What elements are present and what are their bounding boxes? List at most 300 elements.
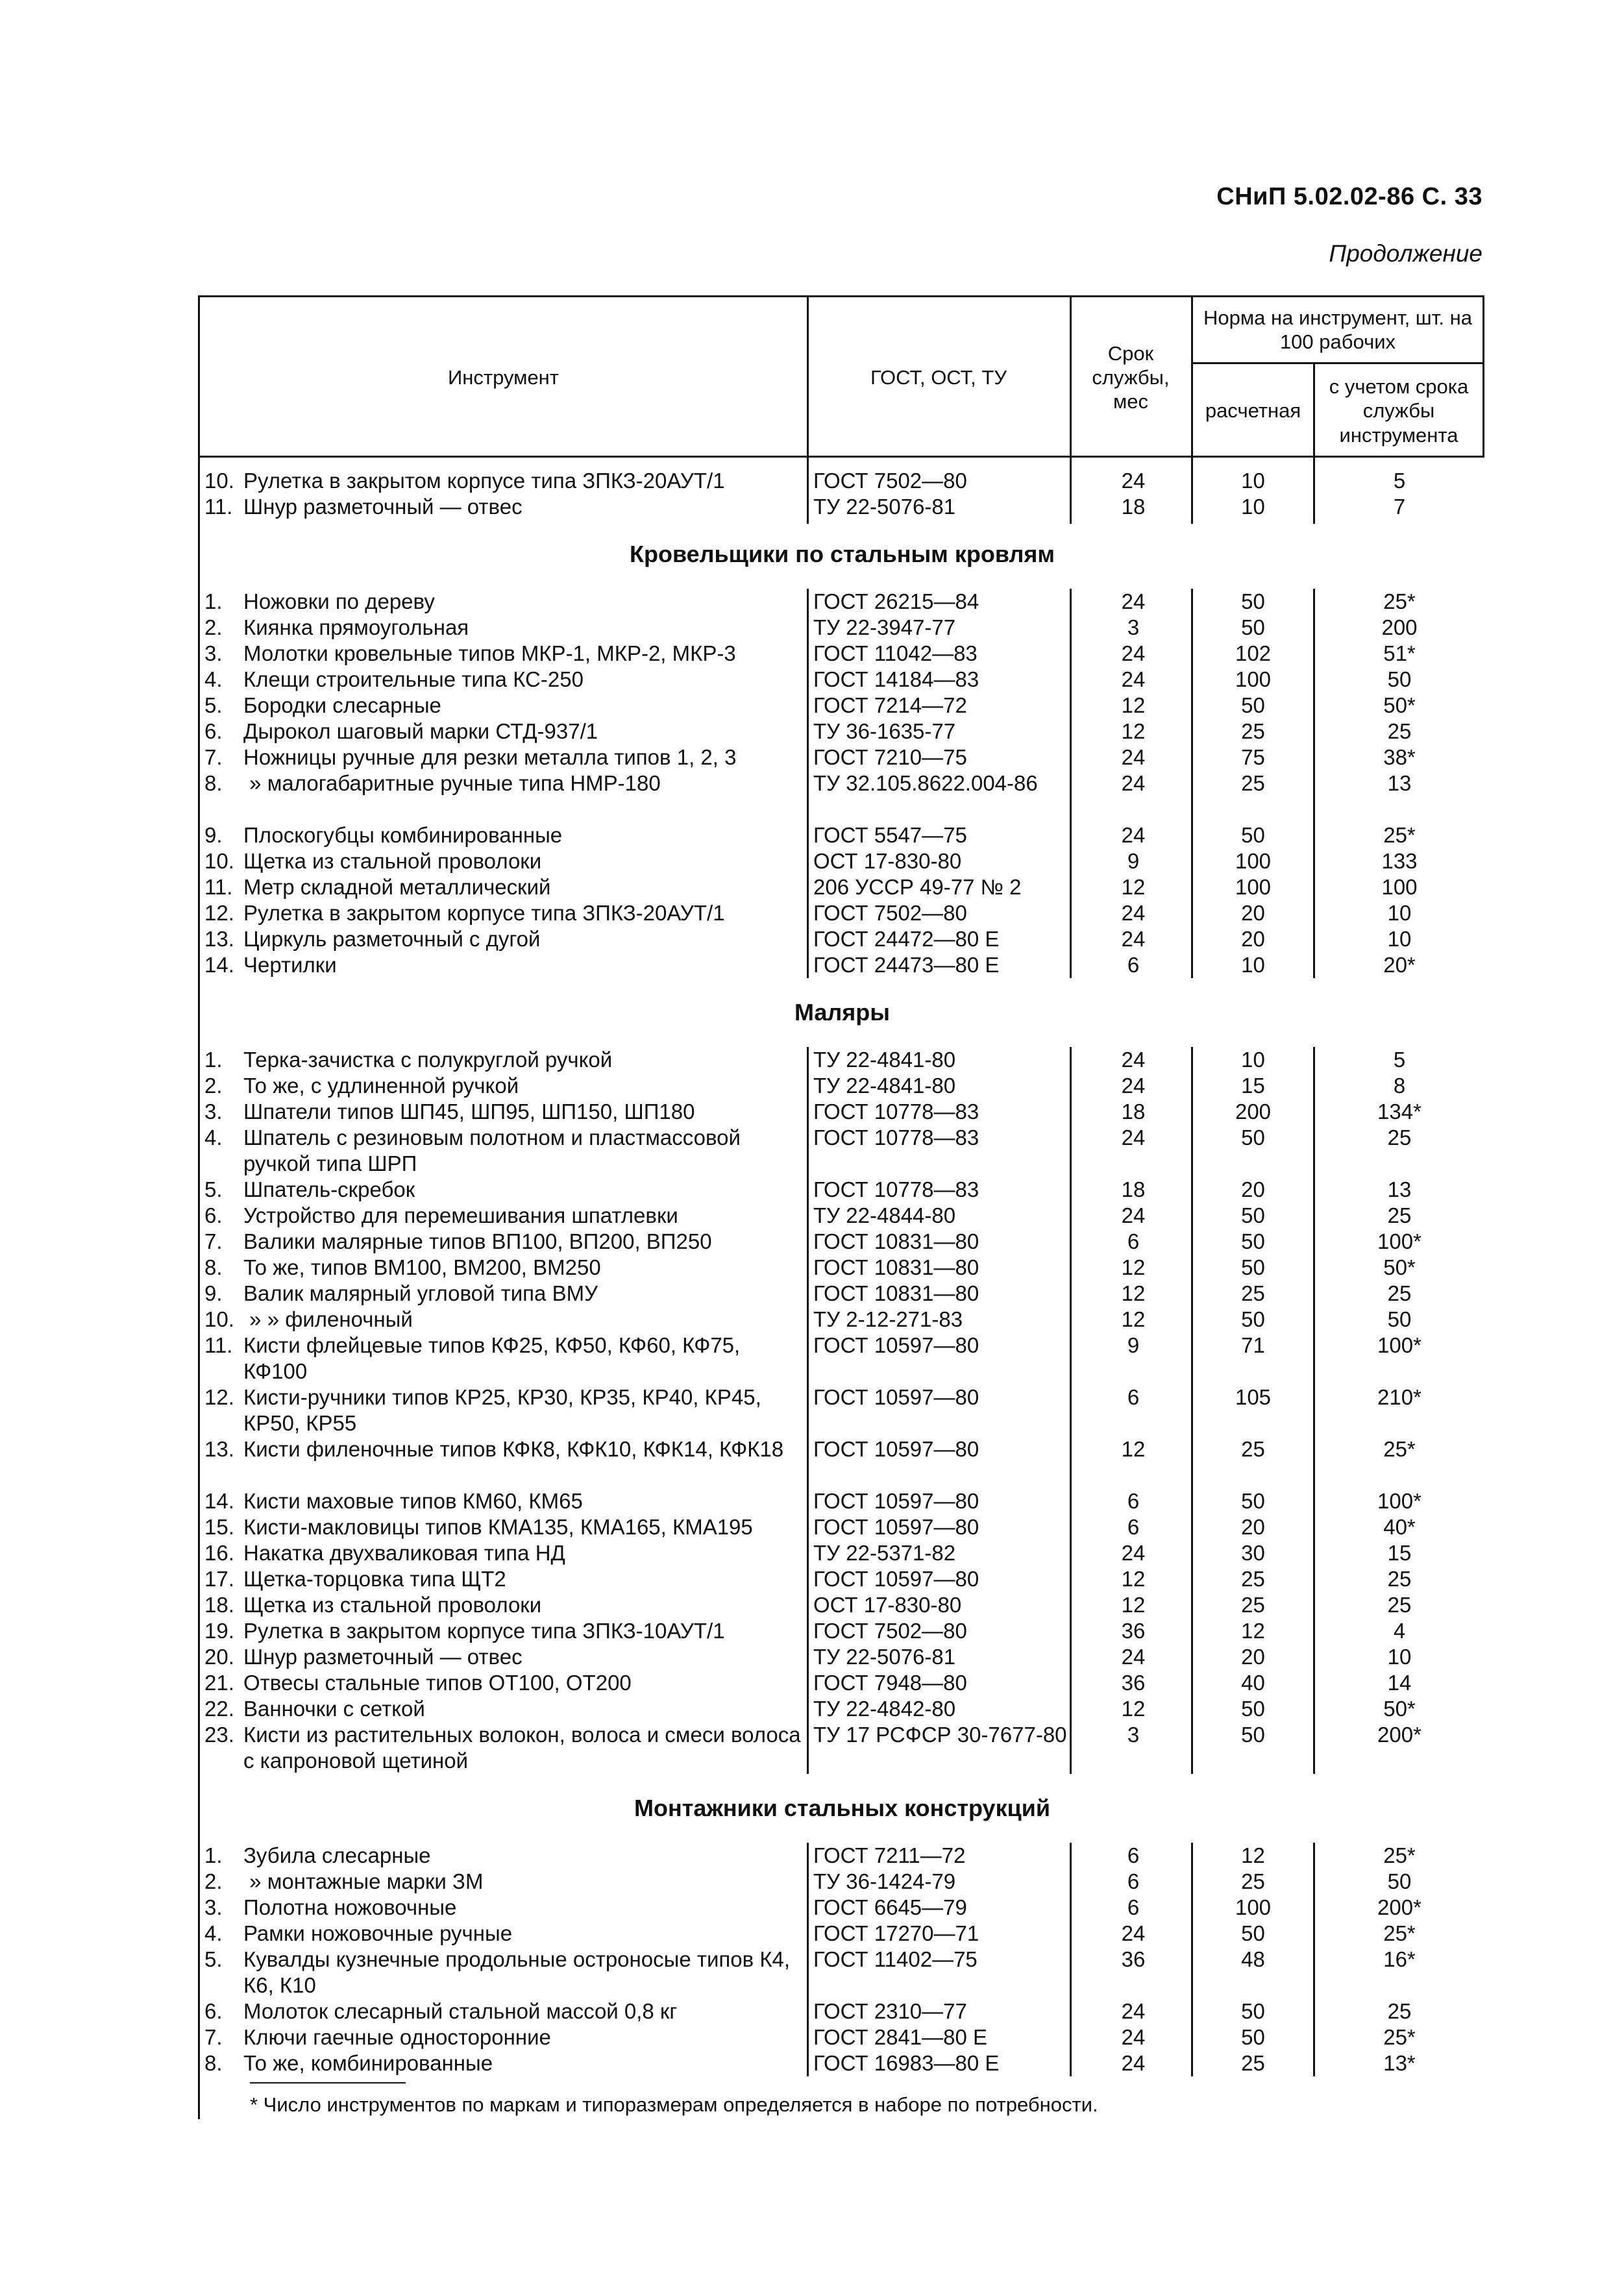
service-life-cell: 18 — [1121, 1177, 1146, 1201]
tool-name: 4. Рамки ножовочные ручные — [204, 1921, 513, 1945]
table-row — [200, 1947, 1484, 1998]
service-life-cell: 24 — [1121, 2051, 1146, 2075]
table-row — [200, 822, 1484, 848]
table-row — [200, 1203, 1484, 1229]
standard-cell: ГОСТ 7502—80 — [813, 901, 967, 925]
norm-calc-cell: 50 — [1241, 693, 1265, 717]
row-number: 9. — [204, 1281, 223, 1305]
table-row — [200, 468, 1484, 494]
row-number: 3. — [204, 641, 223, 665]
service-life-cell: 12 — [1121, 1281, 1146, 1305]
norm-adjusted-cell: 134* — [1377, 1100, 1421, 1124]
standard-cell: ТУ 22-5076-81 — [813, 1645, 956, 1669]
norm-calc-cell: 50 — [1241, 1125, 1265, 1149]
table-row — [200, 641, 1484, 667]
service-life-cell: 12 — [1121, 719, 1146, 743]
norm-adjusted-cell: 10 — [1387, 927, 1412, 951]
table-row — [200, 1843, 1484, 1869]
service-life-cell: 12 — [1121, 1593, 1146, 1617]
standard-cell: ГОСТ 7214—72 — [813, 693, 967, 717]
table-row — [200, 1333, 1484, 1384]
norm-adjusted-cell: 100* — [1377, 1229, 1421, 1253]
standard-cell: ГОСТ 10597—80 — [813, 1567, 979, 1591]
norm-adjusted-cell: 50 — [1387, 667, 1412, 691]
norm-calc-cell: 50 — [1241, 615, 1265, 639]
table-row — [200, 1644, 1484, 1670]
standard-cell: ГОСТ 7211—72 — [813, 1843, 966, 1867]
standard-cell: ГОСТ 11402—75 — [813, 1947, 978, 1971]
header-standard: ГОСТ, ОСТ, ТУ — [870, 365, 1007, 389]
norm-calc-cell: 10 — [1241, 1048, 1265, 1072]
norm-calc-cell: 40 — [1241, 1671, 1265, 1695]
tool-name: 5. Шпатель-скребок — [204, 1177, 415, 1201]
standard-cell: ТУ 22-4842-80 — [813, 1697, 956, 1721]
norm-calc-cell: 50 — [1241, 1203, 1265, 1227]
norm-adjusted-cell: 25 — [1387, 1999, 1412, 2023]
norm-calc-cell: 71 — [1241, 1333, 1265, 1357]
service-life-cell: 24 — [1121, 823, 1146, 847]
service-life-cell: 24 — [1121, 641, 1146, 665]
norm-calc-cell: 25 — [1241, 1869, 1265, 1893]
row-number: 16. — [204, 1541, 234, 1565]
row-number: 4. — [204, 667, 223, 691]
service-life-cell: 12 — [1121, 1255, 1146, 1279]
row-number: 3. — [204, 1895, 223, 1919]
tool-name: 1. Ножовки по дереву — [204, 589, 435, 613]
norm-adjusted-cell: 4 — [1393, 1619, 1406, 1643]
row-number: 5. — [204, 1177, 223, 1201]
tools-table — [198, 295, 1483, 2119]
norm-adjusted-cell: 40* — [1383, 1515, 1416, 1539]
tool-name: 10. » » филеночный — [204, 1307, 413, 1331]
service-life-cell: 6 — [1127, 1229, 1140, 1253]
table-row — [200, 1869, 1484, 1895]
tool-name: 19. Рулетка в закрытом корпусе типа ЗПКЗ-10АУТ/1 — [204, 1619, 725, 1643]
norm-adjusted-cell: 25 — [1387, 719, 1412, 743]
standard-cell: ТУ 22-4844-80 — [813, 1203, 956, 1227]
row-number: 2. — [204, 1074, 223, 1098]
service-life-cell: 24 — [1121, 2025, 1146, 2049]
row-number: 7. — [204, 745, 223, 769]
service-life-cell: 24 — [1121, 1125, 1146, 1149]
norm-adjusted-cell: 50* — [1383, 693, 1416, 717]
tool-name: 12. Рулетка в закрытом корпусе типа ЗПКЗ-20АУТ/1 — [204, 901, 725, 925]
norm-calc-cell: 25 — [1241, 1437, 1265, 1461]
service-life-cell: 36 — [1121, 1947, 1146, 1971]
service-life-cell: 6 — [1127, 953, 1140, 977]
table-row — [200, 1099, 1484, 1125]
norm-calc-cell: 25 — [1241, 771, 1265, 795]
row-number: 11. — [204, 495, 233, 519]
norm-adjusted-cell: 50* — [1383, 1255, 1416, 1279]
norm-calc-cell: 75 — [1241, 745, 1265, 769]
table-row — [200, 1514, 1484, 1540]
tool-name: 14. Чертилки — [204, 953, 337, 977]
row-number: 6. — [204, 1203, 223, 1227]
norm-adjusted-cell: 25 — [1387, 1593, 1412, 1617]
row-number: 8. — [204, 771, 223, 795]
norm-calc-cell: 100 — [1235, 849, 1272, 873]
norm-calc-cell: 12 — [1241, 1619, 1265, 1643]
service-life-cell: 24 — [1121, 667, 1146, 691]
service-life-cell: 6 — [1127, 1895, 1140, 1919]
norm-adjusted-cell: 10 — [1387, 1645, 1412, 1669]
norm-adjusted-cell: 100 — [1381, 875, 1418, 899]
tool-name: 18. Щетка из стальной проволоки — [204, 1593, 542, 1617]
tool-name: 16. Накатка двухваликовая типа НД — [204, 1541, 565, 1565]
norm-calc-cell: 100 — [1235, 667, 1272, 691]
tool-name: 2. Киянка прямоугольная — [204, 615, 469, 639]
standard-cell: ТУ 17 РСФСР 30-7677-80 — [813, 1723, 1067, 1747]
row-number: 1. — [204, 1048, 223, 1072]
row-number: 1. — [204, 1843, 223, 1867]
tool-name: 10. Рулетка в закрытом корпусе типа ЗПКЗ-20АУТ/1 — [204, 469, 725, 493]
service-life-cell: 6 — [1127, 1385, 1140, 1409]
table-row — [200, 667, 1484, 693]
tool-name: 23. Кисти из растительных волокон, волоса и смеси волоса с капроновой щетиной — [204, 1723, 801, 1773]
standard-cell: ГОСТ 5547—75 — [813, 823, 967, 847]
norm-adjusted-cell: 13* — [1383, 2051, 1416, 2075]
tool-name: 11. Метр складной металлический — [204, 875, 551, 899]
norm-calc-cell: 25 — [1241, 2051, 1265, 2075]
service-life-cell: 24 — [1121, 927, 1146, 951]
footnote-rule — [250, 2082, 406, 2083]
standard-cell: ГОСТ 7502—80 — [813, 469, 967, 493]
tool-name: 20. Шнур разметочный — отвес — [204, 1645, 523, 1669]
table-row — [200, 874, 1484, 900]
tool-name: 14. Кисти маховые типов КМ60, КМ65 — [204, 1489, 583, 1513]
norm-calc-cell: 105 — [1235, 1385, 1272, 1409]
standard-cell: ГОСТ 10597—80 — [813, 1437, 979, 1461]
norm-calc-cell: 25 — [1241, 1593, 1265, 1617]
tool-name: 1. Зубила слесарные — [204, 1843, 431, 1867]
service-life-cell: 36 — [1121, 1619, 1146, 1643]
standard-cell: ГОСТ 26215—84 — [813, 589, 979, 613]
section-title: Кровельщики по стальным кровлям — [630, 541, 1055, 567]
tool-name: 6. Дырокол шаговый марки СТД-937/1 — [204, 719, 598, 743]
table-header — [200, 295, 1484, 458]
norm-adjusted-cell: 7 — [1393, 495, 1406, 519]
tool-name: 7. Ножницы ручные для резки металла типов 1, 2, 3 — [204, 745, 737, 769]
norm-calc-cell: 100 — [1235, 1895, 1272, 1919]
service-life-cell: 3 — [1127, 615, 1140, 639]
table-row — [200, 589, 1484, 615]
standard-cell: ГОСТ 2310—77 — [813, 1999, 967, 2023]
row-number: 20. — [204, 1645, 234, 1669]
norm-adjusted-cell: 100* — [1377, 1489, 1421, 1513]
row-number: 5. — [204, 693, 223, 717]
standard-cell: ГОСТ 7948—80 — [813, 1671, 967, 1695]
service-life-cell: 36 — [1121, 1671, 1146, 1695]
standard-cell: 206 УССР 49-77 № 2 — [813, 875, 1022, 899]
service-life-cell: 12 — [1121, 693, 1146, 717]
norm-calc-cell: 50 — [1241, 1999, 1265, 2023]
norm-calc-cell: 102 — [1235, 641, 1272, 665]
standard-cell: ГОСТ 7210—75 — [813, 745, 967, 769]
service-life-cell: 12 — [1121, 875, 1146, 899]
norm-adjusted-cell: 210* — [1377, 1385, 1421, 1409]
standard-cell: ГОСТ 10597—80 — [813, 1385, 979, 1409]
table-row — [200, 615, 1484, 641]
table-row — [200, 744, 1484, 770]
tool-name: 6. Молоток слесарный стальной массой 0,8 кг — [204, 1999, 678, 2023]
table-row — [200, 1229, 1484, 1255]
header-tool: Инструмент — [447, 365, 559, 389]
standard-cell: ГОСТ 24473—80 Е — [813, 953, 1000, 977]
tool-name: 22. Ванночки с сеткой — [204, 1697, 425, 1721]
service-life-cell: 18 — [1121, 1100, 1146, 1124]
service-life-cell: 6 — [1127, 1515, 1140, 1539]
norm-adjusted-cell: 51* — [1383, 641, 1416, 665]
norm-adjusted-cell: 16* — [1383, 1947, 1416, 1971]
standard-cell: ГОСТ 10831—80 — [813, 1255, 979, 1279]
norm-adjusted-cell: 200* — [1377, 1895, 1421, 1919]
row-number: 2. — [204, 615, 223, 639]
tool-name: 2. » монтажные марки ЗМ — [204, 1869, 484, 1893]
standard-cell: ГОСТ 10778—83 — [813, 1100, 979, 1124]
norm-calc-cell: 100 — [1235, 875, 1272, 899]
service-life-cell: 6 — [1127, 1843, 1140, 1867]
tool-name: 8. То же, типов ВМ100, ВМ200, ВМ250 — [204, 1255, 601, 1279]
standard-cell: ТУ 32.105.8622.004-86 — [813, 771, 1038, 795]
norm-adjusted-cell: 100* — [1377, 1333, 1421, 1357]
service-life-cell: 18 — [1121, 495, 1146, 519]
service-life-cell: 9 — [1127, 1333, 1140, 1357]
standard-cell: ГОСТ 24472—80 Е — [813, 927, 1000, 951]
table-row — [200, 1073, 1484, 1099]
table-row — [200, 1670, 1484, 1696]
row-number: 2. — [204, 1869, 223, 1893]
standard-cell: ТУ 22-4841-80 — [813, 1074, 956, 1098]
norm-calc-cell: 200 — [1235, 1100, 1272, 1124]
tool-name: 13. Циркуль разметочный с дугой — [204, 927, 541, 951]
standard-cell: ГОСТ 16983—80 Е — [813, 2051, 1000, 2075]
standard-cell: ГОСТ 14184—83 — [813, 667, 979, 691]
row-number: 10. — [204, 1307, 234, 1331]
norm-adjusted-cell: 5 — [1393, 1048, 1406, 1072]
tool-name: 2. То же, с удлиненной ручкой — [204, 1074, 519, 1098]
row-number: 6. — [204, 1999, 223, 2023]
table-row — [200, 1722, 1484, 1774]
norm-calc-cell: 20 — [1241, 901, 1265, 925]
norm-calc-cell: 10 — [1241, 953, 1265, 977]
service-life-cell: 24 — [1121, 1999, 1146, 2023]
row-number: 3. — [204, 1100, 223, 1124]
section-title: Маляры — [794, 999, 891, 1026]
tool-name: 3. Молотки кровельные типов МКР-1, МКР-2, МКР-3 — [204, 641, 736, 665]
tool-name: 5. Кувалды кузнечные продольные остроносые типов К4, К6, К10 — [204, 1947, 791, 1997]
page-header: СНиП 5.02.02-86 С. 33 — [1216, 183, 1483, 210]
norm-calc-cell: 50 — [1241, 1229, 1265, 1253]
row-number: 9. — [204, 823, 223, 847]
row-number: 14. — [204, 1489, 234, 1513]
header-service-life: Срок службы, мес — [1092, 341, 1170, 413]
row-number: 5. — [204, 1947, 223, 1971]
row-number: 11. — [204, 875, 233, 899]
tool-name: 11. Кисти флейцевые типов КФ25, КФ50, КФ60, КФ75, КФ100 — [204, 1333, 741, 1383]
table-row — [200, 693, 1484, 719]
norm-adjusted-cell: 25* — [1383, 589, 1416, 613]
standard-cell: ОСТ 17-830-80 — [813, 849, 962, 873]
row-number: 17. — [204, 1567, 234, 1591]
norm-adjusted-cell: 15 — [1387, 1541, 1412, 1565]
tool-name: 6. Устройство для перемешивания шпатлевки — [204, 1203, 678, 1227]
row-number: 18. — [204, 1593, 234, 1617]
norm-adjusted-cell: 13 — [1387, 771, 1412, 795]
norm-calc-cell: 25 — [1241, 1281, 1265, 1305]
standard-cell: ГОСТ 2841—80 Е — [813, 2025, 988, 2049]
norm-adjusted-cell: 25* — [1383, 1921, 1416, 1945]
tool-name: 7. Ключи гаечные односторонние — [204, 2025, 551, 2049]
tool-name: 3. Полотна ножовочные — [204, 1895, 457, 1919]
standard-cell: ГОСТ 6645—79 — [813, 1895, 967, 1919]
table-row — [200, 2024, 1484, 2050]
standard-cell: ГОСТ 7502—80 — [813, 1619, 967, 1643]
norm-adjusted-cell: 25 — [1387, 1281, 1412, 1305]
service-life-cell: 12 — [1121, 1697, 1146, 1721]
table-row — [200, 900, 1484, 926]
row-number: 13. — [204, 1437, 234, 1461]
standard-cell: ГОСТ 10597—80 — [813, 1333, 979, 1357]
table-row — [200, 1255, 1484, 1281]
table-row — [200, 1592, 1484, 1618]
continuation-label: Продолжение — [1329, 240, 1483, 267]
norm-adjusted-cell: 10 — [1387, 901, 1412, 925]
row-number: 1. — [204, 589, 223, 613]
norm-calc-cell: 25 — [1241, 1567, 1265, 1591]
tool-name: 1. Терка-зачистка с полукруглой ручкой — [204, 1048, 613, 1072]
service-life-cell: 6 — [1127, 1869, 1140, 1893]
norm-calc-cell: 50 — [1241, 589, 1265, 613]
table-row — [200, 1177, 1484, 1203]
tool-name: 4. Шпатель с резиновым полотном и пластмассовой ручкой типа ШРП — [204, 1125, 741, 1175]
tool-name: 12. Кисти-ручники типов КР25, КР30, КР35, КР40, КР45, КР50, КР55 — [204, 1385, 761, 1435]
standard-cell: ТУ 22-3947-77 — [813, 615, 956, 639]
tool-name: 4. Клещи строительные типа КС-250 — [204, 667, 584, 691]
norm-calc-cell: 50 — [1241, 1723, 1265, 1747]
table-row — [200, 494, 1484, 520]
standard-cell: ТУ 22-5371-82 — [813, 1541, 956, 1565]
standard-cell: ТУ 36-1635-77 — [813, 719, 956, 743]
service-life-cell: 24 — [1121, 1048, 1146, 1072]
row-number: 21. — [204, 1671, 234, 1695]
service-life-cell: 9 — [1127, 849, 1140, 873]
norm-adjusted-cell: 25 — [1387, 1125, 1412, 1149]
row-number: 19. — [204, 1619, 234, 1643]
norm-calc-cell: 20 — [1241, 1515, 1265, 1539]
norm-calc-cell: 50 — [1241, 823, 1265, 847]
standard-cell: ГОСТ 10831—80 — [813, 1229, 979, 1253]
row-number: 23. — [204, 1723, 234, 1747]
header-norm-group: Норма на инструмент, шт. на 100 рабочих — [1203, 306, 1473, 353]
norm-adjusted-cell: 5 — [1393, 469, 1406, 493]
norm-calc-cell: 30 — [1241, 1541, 1265, 1565]
tool-name: 8. » малогабаритные ручные типа НМР-180 — [204, 771, 661, 795]
table-row — [200, 848, 1484, 874]
norm-adjusted-cell: 50 — [1387, 1307, 1412, 1331]
norm-calc-cell: 50 — [1241, 1697, 1265, 1721]
tool-name: 8. То же, комбинированные — [204, 2051, 493, 2075]
table-row — [200, 1436, 1484, 1488]
tool-name: 11. Шнур разметочный — отвес — [204, 495, 523, 519]
service-life-cell: 24 — [1121, 1541, 1146, 1565]
service-life-cell: 24 — [1121, 745, 1146, 769]
service-life-cell: 12 — [1121, 1567, 1146, 1591]
row-number: 12. — [204, 901, 234, 925]
norm-calc-cell: 15 — [1241, 1074, 1265, 1098]
table-row — [200, 1540, 1484, 1566]
table-row — [200, 1488, 1484, 1514]
section-title: Монтажники стальных конструкций — [634, 1795, 1050, 1821]
norm-adjusted-cell: 14 — [1387, 1671, 1412, 1695]
norm-calc-cell: 50 — [1241, 1307, 1265, 1331]
row-number: 11. — [204, 1333, 233, 1357]
norm-adjusted-cell: 50* — [1383, 1697, 1416, 1721]
service-life-cell: 24 — [1121, 1921, 1146, 1945]
norm-adjusted-cell: 25 — [1387, 1567, 1412, 1591]
service-life-cell: 24 — [1121, 901, 1146, 925]
service-life-cell: 12 — [1121, 1437, 1146, 1461]
header-norm-calc: расчетная — [1205, 399, 1301, 423]
table-row — [200, 770, 1484, 822]
norm-adjusted-cell: 200* — [1377, 1723, 1421, 1747]
table-row — [200, 1281, 1484, 1307]
standard-cell: ОСТ 17-830-80 — [813, 1593, 962, 1617]
row-number: 10. — [204, 849, 234, 873]
table-row — [200, 1125, 1484, 1177]
row-number: 6. — [204, 719, 223, 743]
tool-name: 3. Шпатели типов ШП45, ШП95, ШП150, ШП180 — [204, 1100, 695, 1124]
tool-name: 9. Плоскогубцы комбинированные — [204, 823, 563, 847]
service-life-cell: 6 — [1127, 1489, 1140, 1513]
norm-calc-cell: 20 — [1241, 927, 1265, 951]
norm-adjusted-cell: 25* — [1383, 823, 1416, 847]
service-life-cell: 24 — [1121, 469, 1146, 493]
standard-cell: ТУ 2-12-271-83 — [813, 1307, 963, 1331]
service-life-cell: 24 — [1121, 771, 1146, 795]
norm-adjusted-cell: 20* — [1383, 953, 1416, 977]
norm-adjusted-cell: 50 — [1387, 1869, 1412, 1893]
norm-adjusted-cell: 133 — [1381, 849, 1418, 873]
standard-cell: ГОСТ 10597—80 — [813, 1515, 979, 1539]
table-row — [200, 1384, 1484, 1436]
row-number: 4. — [204, 1921, 223, 1945]
norm-calc-cell: 50 — [1241, 1489, 1265, 1513]
row-number: 8. — [204, 2051, 223, 2075]
norm-adjusted-cell: 13 — [1387, 1177, 1412, 1201]
service-life-cell: 12 — [1121, 1307, 1146, 1331]
norm-calc-cell: 48 — [1241, 1947, 1265, 1971]
norm-calc-cell: 25 — [1241, 719, 1265, 743]
norm-calc-cell: 20 — [1241, 1645, 1265, 1669]
row-number: 13. — [204, 927, 234, 951]
tool-name: 13. Кисти филеночные типов КФК8, КФК10, КФК14, КФК18 — [204, 1437, 784, 1461]
tool-name: 21. Отвесы стальные типов ОТ100, ОТ200 — [204, 1671, 632, 1695]
standard-cell: ТУ 22-4841-80 — [813, 1048, 956, 1072]
norm-calc-cell: 10 — [1241, 495, 1265, 519]
tool-name: 10. Щетка из стальной проволоки — [204, 849, 542, 873]
norm-calc-cell: 50 — [1241, 2025, 1265, 2049]
norm-calc-cell: 10 — [1241, 469, 1265, 493]
table-row — [200, 1921, 1484, 1947]
row-number: 10. — [204, 469, 234, 493]
table-row — [200, 1696, 1484, 1722]
service-life-cell: 24 — [1121, 1203, 1146, 1227]
table-row — [200, 1895, 1484, 1921]
row-number: 14. — [204, 953, 234, 977]
table-row — [200, 1047, 1484, 1073]
standard-cell: ТУ 22-5076-81 — [813, 495, 956, 519]
